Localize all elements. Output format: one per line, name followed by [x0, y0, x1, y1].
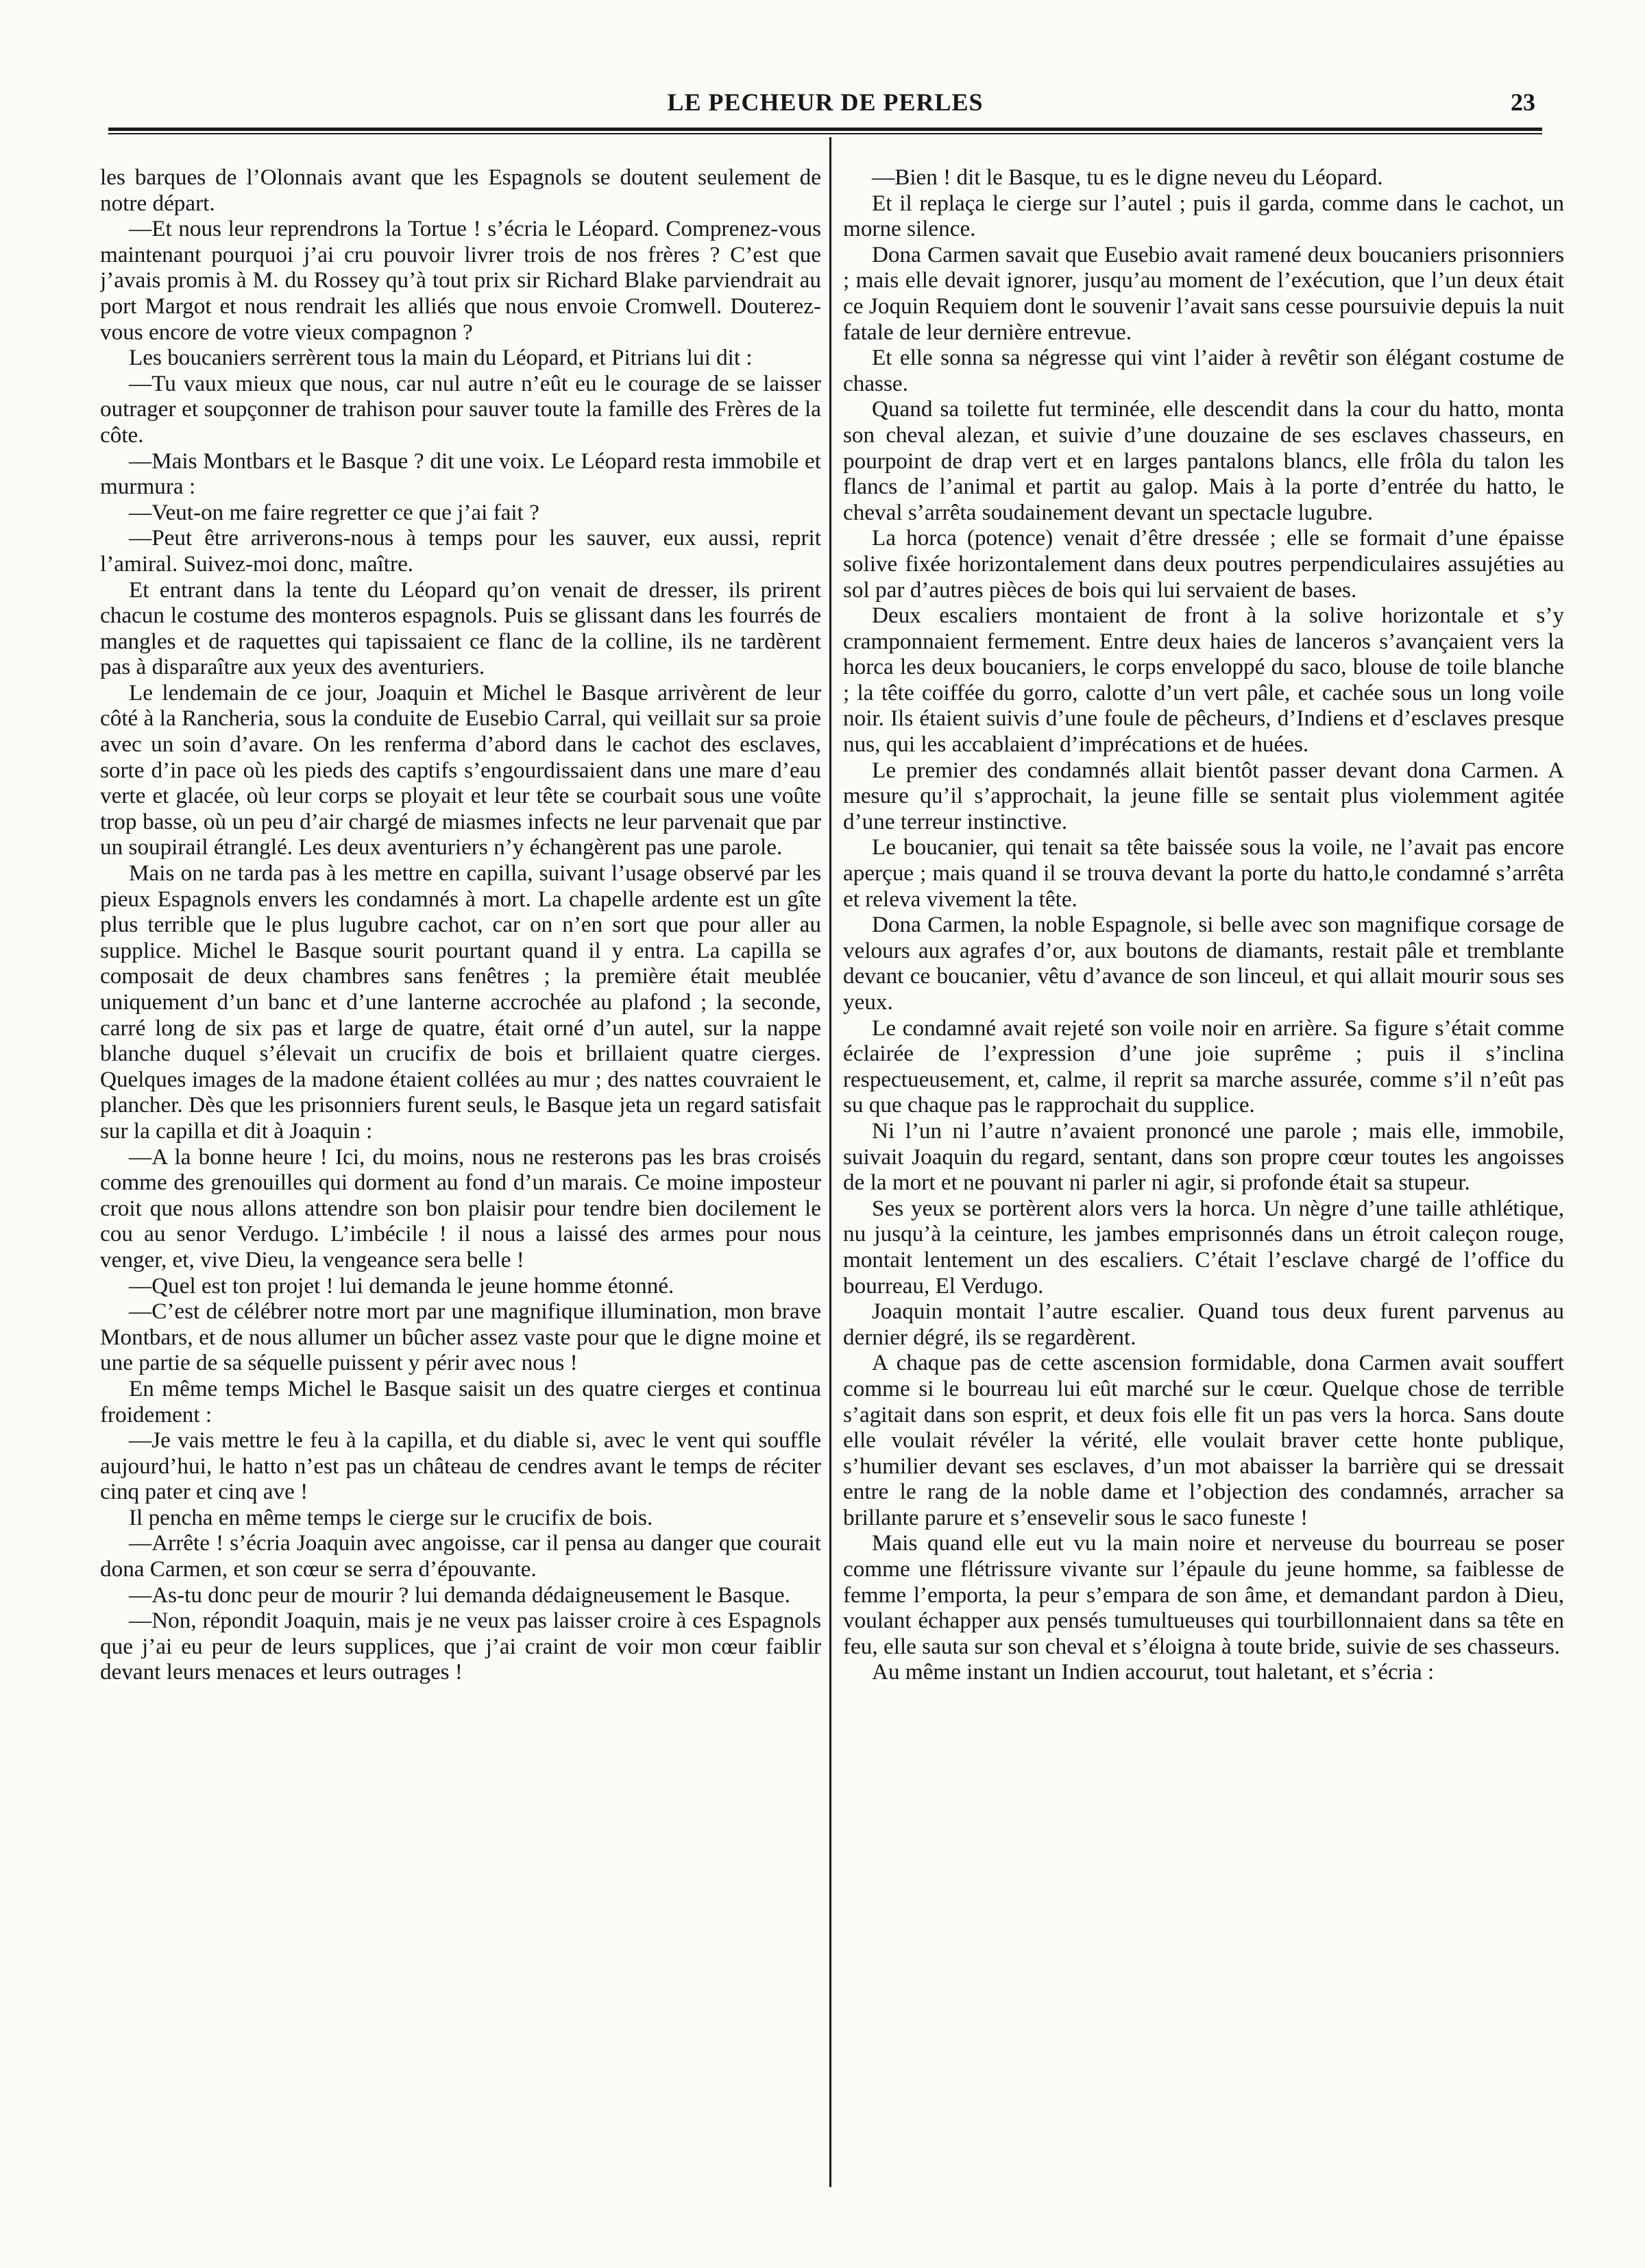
paragraph: Le lendemain de ce jour, Joaquin et Michel le Basque arrivèrent de leur côté à la Rancheria, sous la conduite de Eusebio Carral, qui veillait sur sa proie avec un soin d’avare. On les renferma d’abord dans le cachot des esclaves, sorte d’in pace où les pieds des captifs s’engourdissaient dans une mare d’eau verte et glacée, où leur corps se ployait et leur tête se courbait sous une voûte trop basse, où un peu d’air chargé de miasmes infects ne leur parvenait que par un soupirail étranglé. Les deux aventuriers n’y échangèrent pas une parole.: [100, 679, 821, 860]
paragraph: —Veut-on me faire regretter ce que j’ai fait ?: [129, 499, 539, 525]
paragraph: Mais quand elle eut vu la main noire et nerveuse du bourreau se poser comme une flétrissure vivante sur l’épaule du jeune homme, sa faiblesse de femme l’emporta, la peur s’empara de son âme, et demandant pardon à Dieu, voulant échapper aux pensés tumultueuses qui tourbillonnaient dans sa tête en feu, elle sauta sur son cheval et s’éloigna à toute bride, suivie de ses chasseurs.: [843, 1530, 1564, 1659]
right-column: [843, 165, 1564, 2208]
paragraph: —C’est de célébrer notre mort par une magnifique illumination, mon brave Montbars, et de nous allumer un bûcher assez vaste pour que le digne moine et une partie de sa séquelle puissent y périr avec nous !: [100, 1299, 821, 1376]
column-divider: [829, 137, 831, 2187]
paragraph: —As-tu donc peur de mourir ? lui demanda dédaigneusement le Basque.: [129, 1582, 790, 1608]
paragraph: —Tu vaux mieux que nous, car nul autre n’eût eu le courage de se laisser outrager et soupçonner de trahison pour sauver toute la famille des Frères de la côte.: [100, 370, 821, 448]
paragraph: Ses yeux se portèrent alors vers la horca. Un nègre d’une taille athlétique, nu jusqu’à la ceinture, les jambes emprisonnés dans un étroit caleçon rouge, montait lentement un des escaliers. C’était l’esclave chargé de l’office du bourreau, El Verdugo.: [843, 1195, 1564, 1299]
paragraph: —A la bonne heure ! Ici, du moins, nous ne resterons pas les bras croisés comme des grenouilles qui dorment au fond d’un marais. Ce moine imposteur croit que nous allons attendre son bon plaisir pour tendre bien docilement le cou au senor Verdugo. L’imbécile ! il nous a laissé des armes pour nous venger, et, vive Dieu, la vengeance sera belle !: [100, 1144, 821, 1272]
paragraph: Joaquin montait l’autre escalier. Quand tous deux furent parvenus au dernier dégré, ils se regardèrent.: [843, 1299, 1564, 1350]
running-header: [108, 88, 1542, 122]
paragraph: Le premier des condamnés allait bientôt passer devant dona Carmen. A mesure qu’il s’approchait, la jeune fille se sentait plus violemment agitée d’une terreur instinctive.: [843, 757, 1564, 834]
paragraph: En même temps Michel le Basque saisit un des quatre cierges et continua froidement :: [100, 1375, 821, 1427]
paragraph: Le condamné avait rejeté son voile noir en arrière. Sa figure s’était comme éclairée de l’expression d’une joie suprême ; puis il s’inclina respectueusement, et, calme, il reprit sa marche assurée, comme s’il n’eût pas su que chaque pas le rapprochait du supplice.: [843, 1015, 1564, 1118]
paragraph: Deux escaliers montaient de front à la solive horizontale et s’y cramponnaient fermement. Entre deux haies de lanceros s’avançaient vers la horca les deux boucaniers, le corps enveloppé du saco, blouse de toile blanche ; la tête coiffée du gorro, calotte d’un vert pâle, et cachée sous un long voile noir. Ils étaient suivis d’une foule de pêcheurs, d’Indiens et d’esclaves presque nus, qui les accablaient d’imprécations et de huées.: [843, 603, 1564, 758]
paragraph: —Non, répondit Joaquin, mais je ne veux pas laisser croire à ces Espagnols que j’ai eu peur de leurs supplices, que j’ai craint de voir mon cœur faiblir devant leurs menaces et leurs outrages !: [100, 1608, 821, 1685]
paragraph: Ni l’un ni l’autre n’avaient prononcé une parole ; mais elle, immobile, suivait Joaquin du regard, sentant, dans son propre cœur toutes les angoisses de la mort et ne pouvant ni parler ni agir, si profonde était sa stupeur.: [843, 1118, 1564, 1196]
paragraph: —Bien ! dit le Basque, tu es le digne neveu du Léopard.: [872, 165, 1383, 190]
paragraph: —Mais Montbars et le Basque ? dit une voix. Le Léopard resta immobile et murmura :: [100, 448, 821, 500]
paragraph: Dona Carmen, la noble Espagnole, si belle avec son magnifique corsage de velours aux agrafes d’or, aux boutons de diamants, restait pâle et tremblante devant ce boucanier, vêtu d’avance de son linceul, et qui allait mourir sous ses yeux.: [843, 912, 1564, 1015]
page-number: 23: [1511, 88, 1535, 116]
header-rule-thin: [108, 133, 1542, 134]
paragraph: Quand sa toilette fut terminée, elle descendit dans la cour du hatto, monta son cheval alezan, et suivie d’une douzaine de ses esclaves chasseurs, en pourpoint de drap vert et en larges pantalons blancs, elle frôla du talon les flancs de l’animal et partit au galop. Mais à la porte d’entrée du hatto, le cheval s’arrêta soudainement devant un spectacle lugubre.: [843, 396, 1564, 525]
paragraph: —Je vais mettre le feu à la capilla, et du diable si, avec le vent qui souffle aujourd’hui, le hatto n’est pas un château de cendres avant le temps de réciter cinq pater et cinq ave !: [100, 1427, 821, 1505]
paragraph: les barques de l’Olonnais avant que les Espagnols se doutent seulement de notre départ.: [100, 165, 821, 216]
paragraph: —Quel est ton projet ! lui demanda le jeune homme étonné.: [129, 1272, 674, 1299]
paragraph: Mais on ne tarda pas à les mettre en capilla, suivant l’usage observé par les pieux Espagnols envers les condamnés à mort. La chapelle ardente est un gîte plus terrible que le plus lugubre cachot, car on n’en sort que pour aller au supplice. Michel le Basque sourit pourtant quand il y entra. La capilla se composait de deux chambres sans fenêtres ; la première était meublée uniquement d’un banc et d’une lanterne accrochée au plafond ; la seconde, carré long de six pas et large de quatre, était orné d’un autel, sur la nappe blanche duquel s’élevait un crucifix de bois et brillaient quatre cierges. Quelques images de la madone étaient collées au mur ; des nattes couvraient le plancher. Dès que les prisonniers furent seuls, le Basque jeta un regard satisfait sur la capilla et dit à Joaquin :: [100, 860, 821, 1144]
paragraph: Au même instant un Indien accourut, tout haletant, et s’écria :: [872, 1659, 1435, 1685]
paragraph: Et il replaça le cierge sur l’autel ; puis il garda, comme dans le cachot, un morne silence.: [843, 190, 1564, 242]
paragraph: —Peut être arriverons-nous à temps pour les sauver, eux aussi, reprit l’amiral. Suivez-moi donc, maître.: [100, 525, 821, 577]
paragraph: Dona Carmen savait que Eusebio avait ramené deux boucaniers prisonniers ; mais elle devait ignorer, jusqu’au moment de l’exécution, que l’un deux était ce Joquin Requiem dont le souvenir l’avait sans cesse poursuivie depuis la nuit fatale de leur dernière entrevue.: [843, 241, 1564, 345]
paragraph: Il pencha en même temps le cierge sur le crucifix de bois.: [129, 1504, 653, 1530]
paragraph: Et entrant dans la tente du Léopard qu’on venait de dresser, ils prirent chacun le costume des monteros espagnols. Puis se glissant dans les fourrés de mangles et de raquettes qui tapissaient ce flanc de la colline, ils ne tardèrent pas à disparaître aux yeux des aventuriers.: [100, 577, 821, 680]
paragraph: Le boucanier, qui tenait sa tête baissée sous la voile, ne l’avait pas encore aperçue ; mais quand il se trouva devant la porte du hatto,le condamné s’arrêta et releva vivement la tête.: [843, 834, 1564, 912]
paragraph: —Arrête ! s’écria Joaquin avec angoisse, car il pensa au danger que courait dona Carmen, et son cœur se serra d’épouvante.: [100, 1530, 821, 1582]
running-title: LE PECHEUR DE PERLES: [667, 88, 984, 116]
paragraph: Les boucaniers serrèrent tous la main du Léopard, et Pitrians lui dit :: [129, 345, 753, 371]
left-column: [100, 165, 821, 2208]
paragraph: —Et nous leur reprendrons la Tortue ! s’écria le Léopard. Comprenez-vous maintenant pourquoi j’ai cru pouvoir livrer trois de nos frères ? C’est que j’avais promis à M. du Rossey qu’à tout prix sir Richard Blake parviendrait au port Margot et nous rendrait les alliés que nous envoie Cromwell. Douterez-vous encore de votre vieux compagnon ?: [100, 216, 821, 345]
header-rule: [108, 128, 1542, 131]
paragraph: La horca (potence) venait d’être dressée ; elle se formait d’une épaisse solive fixée horizontalement dans deux poutres perpendiculaires assujéties au sol par d’autres pièces de bois qui lui servaient de bases.: [843, 525, 1564, 603]
paragraph: Et elle sonna sa négresse qui vint l’aider à revêtir son élégant costume de chasse.: [843, 345, 1564, 396]
paragraph: A chaque pas de cette ascension formidable, dona Carmen avait souffert comme si le bourreau lui eût marché sur le cœur. Quelque chose de terrible s’agitait dans son esprit, et deux fois elle fit un pas vers la horca. Sans doute elle voulait révéler la vérité, elle voulait braver cette honte publique, s’humilier devant ses esclaves, d’un mot abaisser la barrière qui se dressait entre le rang de la noble dame et l’objection des condamnés, arracher sa brillante parure et s’ensevelir sous le saco funeste !: [843, 1350, 1564, 1530]
